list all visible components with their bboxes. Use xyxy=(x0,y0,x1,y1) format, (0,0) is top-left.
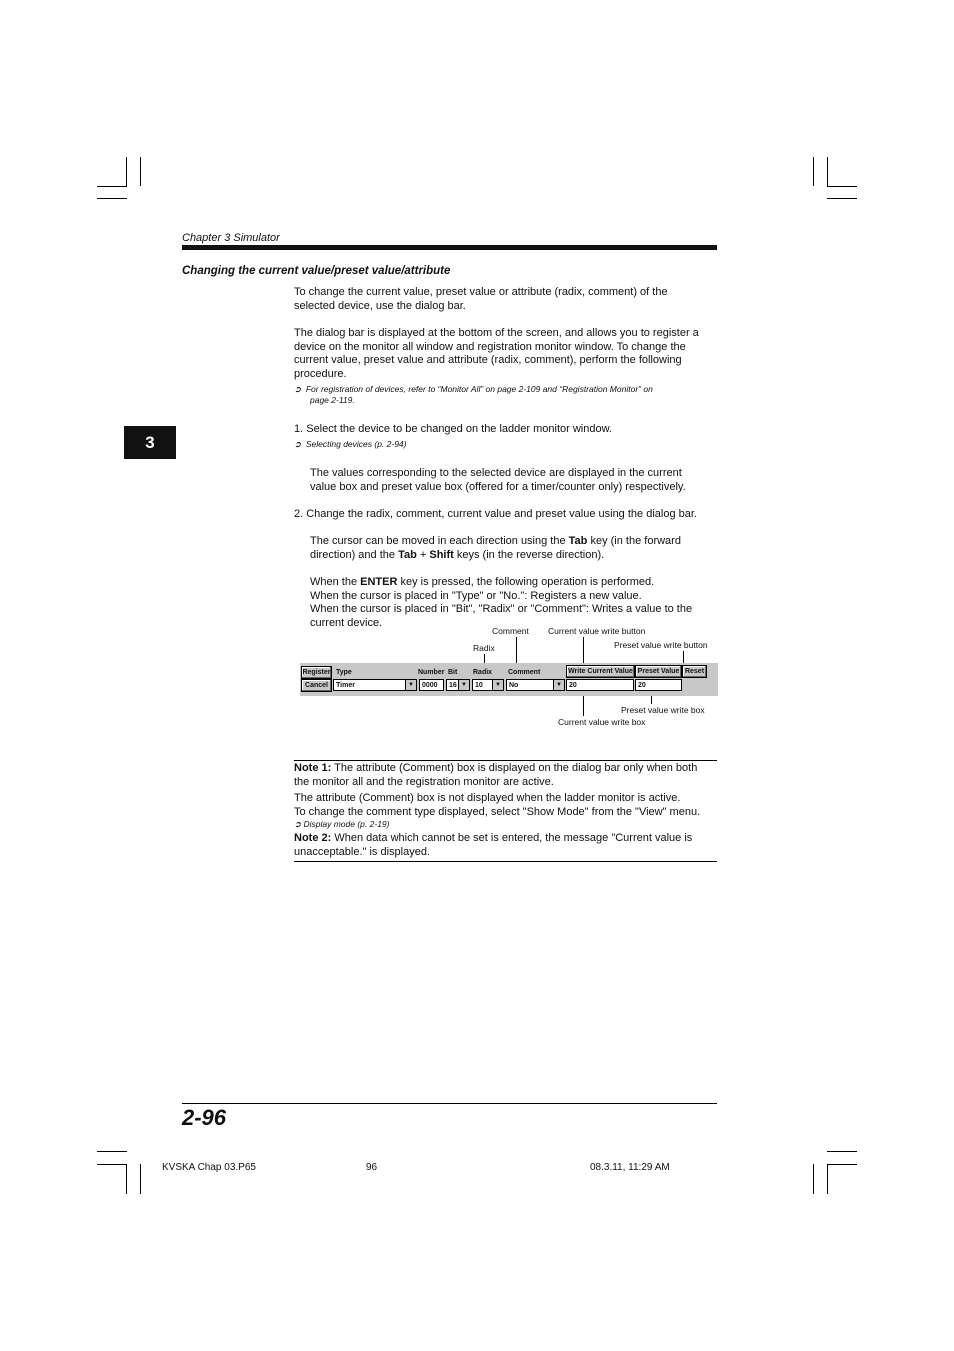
crop-mark xyxy=(126,1164,127,1194)
text-line: The values corresponding to the selected device are displayed in the current xyxy=(310,467,682,479)
step-1: 1. Select the device to be changed on the ladder monitor window. xyxy=(294,423,612,435)
chevron-down-icon[interactable]: ▼ xyxy=(458,680,469,690)
preset-value-box[interactable] xyxy=(635,679,682,691)
bit-value: 16 xyxy=(449,682,457,689)
footer-rule xyxy=(182,1103,717,1104)
key-name: Tab xyxy=(568,535,588,547)
crop-mark xyxy=(813,157,814,186)
page-number: 2-96 xyxy=(182,1105,227,1130)
text-line: unacceptable." is displayed. xyxy=(294,845,430,858)
key-name: Tab xyxy=(398,548,417,561)
chapter-header: Chapter 3 Simulator xyxy=(182,232,280,244)
current-value-box[interactable] xyxy=(566,679,634,691)
section-title: Changing the current value/preset value/attribute xyxy=(182,265,451,277)
reference-note xyxy=(294,439,407,450)
crop-mark xyxy=(97,1164,127,1165)
footer-file: KVSKA Chap 03.P65 xyxy=(162,1162,256,1173)
arrow-icon: ➲ xyxy=(294,819,302,830)
text-run: keys (in the reverse direction). xyxy=(453,548,605,561)
dialog-bar-paragraph xyxy=(294,327,699,381)
text-line: For registration of devices, refer to “Monitor All” on page 2-109 and “Registration Monitor” on xyxy=(305,384,653,394)
text-run: key is pressed, the following operation is performed. xyxy=(397,576,655,588)
footer-date: 08.3.11, 11:29 AM xyxy=(590,1162,670,1173)
text-line: value box and preset value box (offered for a timer/counter only) respectively. xyxy=(310,480,686,493)
cancel-button[interactable]: Cancel xyxy=(301,679,332,692)
radix-value: 10 xyxy=(475,682,483,689)
text-run: When the xyxy=(310,576,361,588)
current-value: 20 xyxy=(569,682,577,689)
crop-mark xyxy=(827,1164,857,1165)
crop-mark xyxy=(827,1151,857,1152)
dialog-bar xyxy=(300,663,718,696)
crop-mark xyxy=(827,186,857,187)
crop-mark xyxy=(97,1151,127,1152)
arrow-icon: ➲ xyxy=(294,384,302,394)
text-line: device on the monitor all window and registration monitor window. To change the xyxy=(294,340,686,353)
callout-preset-write-box: Preset value write box xyxy=(621,705,705,715)
comment-label: Comment xyxy=(508,669,541,676)
text-line: Selecting devices (p. 2-94) xyxy=(305,439,407,449)
crop-mark xyxy=(140,157,141,186)
text-run: When data which cannot be set is entered, the message "Current value is xyxy=(331,832,693,845)
text-line: To change the current value, preset value or attribute (radix, comment) of the xyxy=(294,286,668,298)
text-line: procedure. xyxy=(294,367,347,380)
text-line: Display mode (p. 2-19) xyxy=(303,819,390,830)
text-line: selected device, use the dialog bar. xyxy=(294,299,466,312)
text-line: To change the comment type displayed, select "Show Mode" from the "View" menu. xyxy=(294,805,701,818)
note-rule-top xyxy=(294,760,717,761)
number-label: Number xyxy=(418,669,445,676)
chevron-down-icon[interactable]: ▼ xyxy=(405,680,416,690)
crop-mark xyxy=(827,1164,828,1194)
preset-value-button[interactable]: Preset Value xyxy=(635,665,682,678)
text-run: + xyxy=(416,548,430,561)
crop-mark xyxy=(97,186,127,187)
note-label: Note 2: xyxy=(294,832,332,845)
reset-button[interactable]: Reset xyxy=(682,665,707,678)
callout-current-write-box: Current value write box xyxy=(558,717,646,727)
type-select[interactable] xyxy=(333,679,417,691)
footer-page: 96 xyxy=(366,1162,378,1173)
crop-mark xyxy=(140,1164,141,1194)
text-run: key (in the forward xyxy=(587,535,681,547)
enter-paragraph xyxy=(310,576,692,630)
crop-mark xyxy=(126,157,127,186)
number-field[interactable] xyxy=(419,679,444,691)
callout-preset-write-button: Preset value write button xyxy=(614,640,708,650)
bit-label: Bit xyxy=(448,669,458,676)
text-line: page 2-119. xyxy=(310,395,355,405)
note-rule-bottom xyxy=(294,861,717,862)
comment-select[interactable] xyxy=(506,679,565,691)
step-1-description xyxy=(310,467,686,494)
radix-select[interactable] xyxy=(472,679,504,691)
header-rule xyxy=(182,245,717,250)
crop-mark xyxy=(813,1164,814,1194)
text-run: direction) and the xyxy=(310,548,399,561)
intro-paragraph xyxy=(294,286,668,313)
text-line: The dialog bar is displayed at the bottom of the screen, and allows you to register a xyxy=(294,327,699,339)
text-line: current value, preset value and attribute (radix, comment), perform the following xyxy=(294,354,682,367)
text-line: When the cursor is placed in "Type" or "No.": Registers a new value. xyxy=(310,589,642,602)
chevron-down-icon[interactable]: ▼ xyxy=(553,680,564,690)
crop-mark xyxy=(827,198,857,199)
arrow-icon: ➲ xyxy=(294,439,302,449)
chevron-down-icon[interactable]: ▼ xyxy=(492,680,503,690)
bit-select[interactable] xyxy=(446,679,470,691)
cursor-paragraph xyxy=(310,535,681,562)
callout-current-write-button: Current value write button xyxy=(548,626,646,636)
text-run: The cursor can be moved in each direction using the xyxy=(310,535,569,547)
register-button[interactable]: Register xyxy=(301,666,332,679)
text-line: When the cursor is placed in "Bit", "Radix" or "Comment": Writes a value to the xyxy=(310,603,693,616)
type-value: Timer xyxy=(336,682,355,689)
text-line: current device. xyxy=(310,616,383,629)
text-line: The attribute (Comment) box is not displayed when the ladder monitor is active. xyxy=(294,792,681,805)
preset-value: 20 xyxy=(638,682,646,689)
crop-mark xyxy=(97,198,127,199)
key-name: Shift xyxy=(429,548,454,561)
comment-value: No xyxy=(509,682,519,689)
write-current-value-button[interactable]: Write Current Value xyxy=(566,665,635,678)
chapter-tab: 3 xyxy=(124,426,176,459)
number-value: 0000 xyxy=(422,682,438,689)
radix-label: Radix xyxy=(473,669,493,676)
callout-radix: Radix xyxy=(473,643,495,653)
callout-comment: Comment xyxy=(492,626,529,636)
notes-block xyxy=(294,762,717,860)
step-2: 2. Change the radix, comment, current value and preset value using the dialog bar. xyxy=(294,508,697,520)
text-line: the monitor all and the registration monitor are active. xyxy=(294,775,554,788)
reference-note xyxy=(294,384,653,406)
key-name: ENTER xyxy=(360,576,398,588)
note-label: Note 1: xyxy=(294,762,332,774)
text-run: The attribute (Comment) box is displayed on the dialog bar only when both xyxy=(331,762,698,774)
type-label: Type xyxy=(336,669,352,676)
crop-mark xyxy=(827,157,828,186)
